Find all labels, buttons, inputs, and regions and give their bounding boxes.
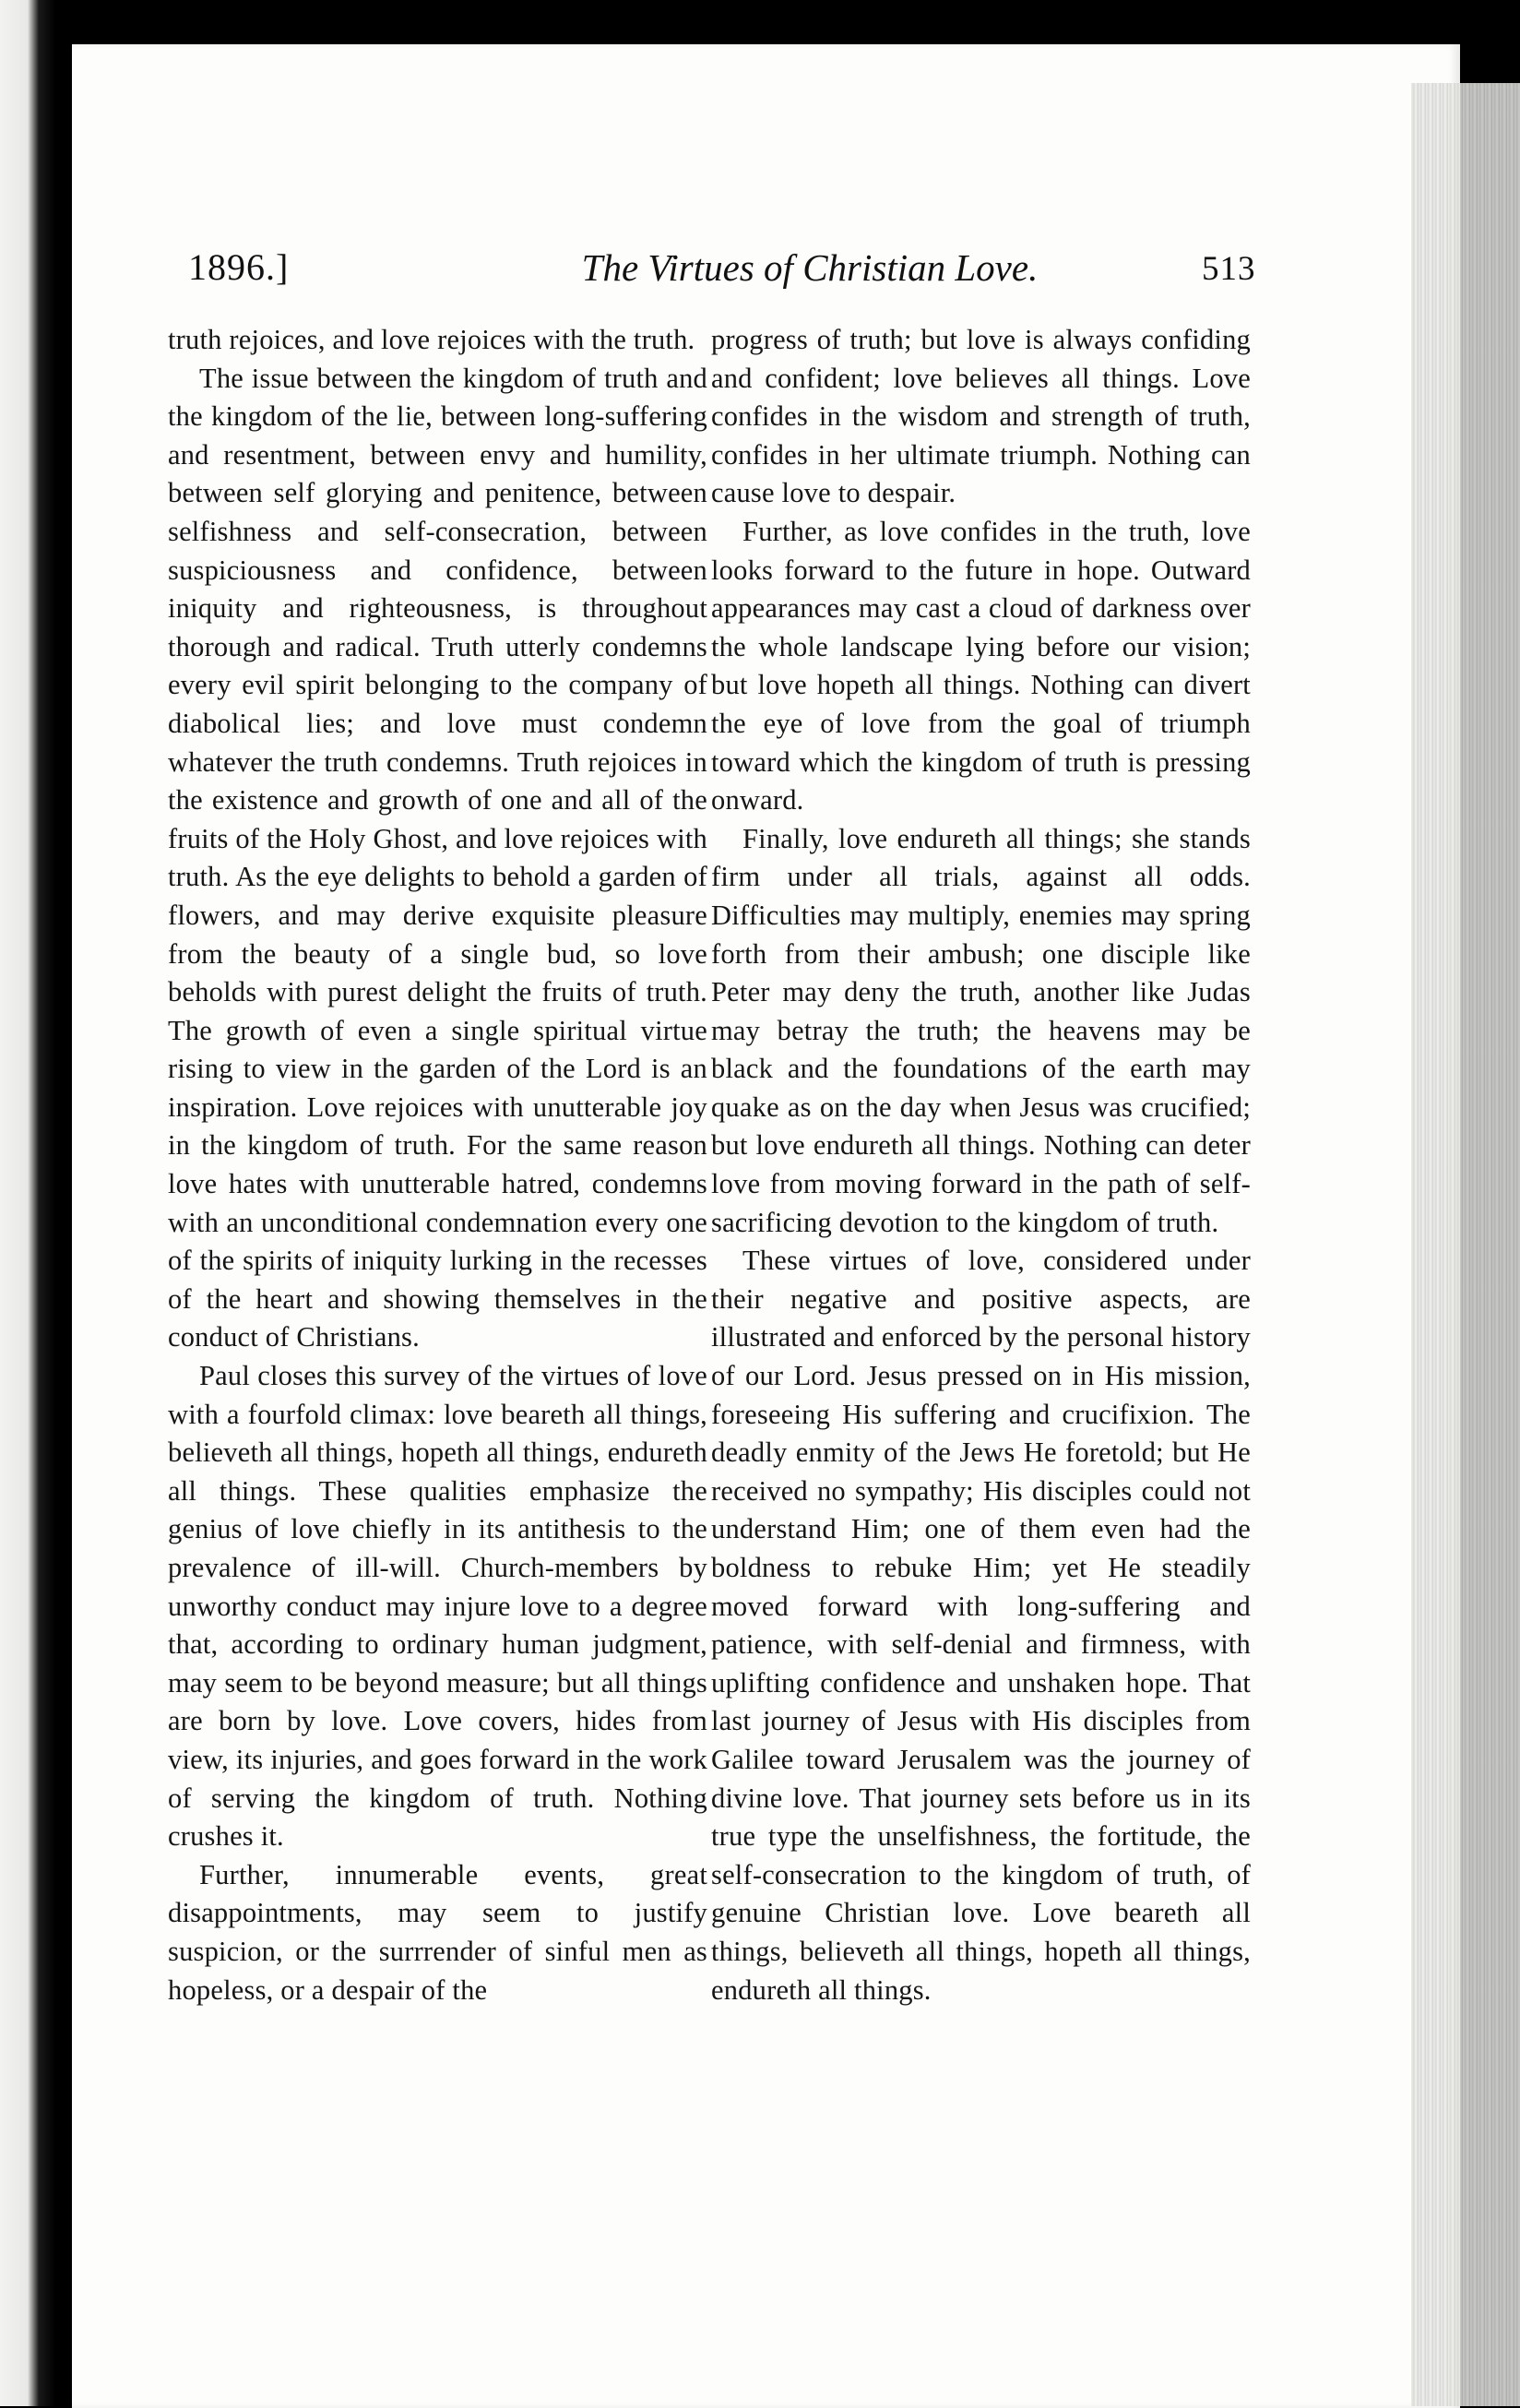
left-paragraph-2: The issue between the kingdom of truth and the kingdom of the lie, between long-suffering and resentment, between envy and humility, between self glorying and penitence, between selfishness and self-consecration, between suspiciousness and confidence, between iniquity and righteousness, is throughout thorough and radical. Truth utterly condemns every evil spirit belonging to the company of diabolical lies; and love must condemn whatever the truth condemns. Truth rejoices in the existence and growth of one and all of the fruits of the Holy Ghost, and love rejoices with truth. As the eye delights to behold a garden of flowers, and may derive exquisite pleasure from the beauty of a single bud, so love beholds with purest delight the fruits of truth. The growth of even a single spiritual virtue rising to view in the garden of the Lord is an inspiration. Love rejoices with unutterable joy in the kingdom of truth. For the same reason love hates with unutterable hatred, condemns with an unconditional condemnation every one of the spirits of iniquity lurking in the recesses of the heart and showing themselves in the conduct of Christians. xyxy=(168,362,707,1353)
left-paragraph-3: Paul closes this survey of the virtues of love with a fourfold climax: love beareth all things, believeth all things, hopeth all things, endureth all things. These qualities emphasize the genius of love chiefly in its antithesis to the prevalence of ill-will. Church-members by unworthy conduct may injure love to a degree that, according to ordinary human judgment, may seem to be beyond measure; but all things are born by love. Love covers, hides from view, its injuries, and goes forward in the work of serving the kingdom of truth. Nothing crushes it. xyxy=(168,1360,707,1853)
header-title: The Virtues of Christian Love. xyxy=(581,246,1039,289)
left-column xyxy=(168,321,707,2009)
right-paragraph-2: Further, as love confides in the truth, love looks forward to the future in hope. Outward appearances may cast a cloud of darkness over the whole landscape lying before our vision; but love hopeth all things. Nothing can divert the eye of love from the goal of triumph toward which the kingdom of truth is pressing onward. xyxy=(711,515,1251,817)
page-edge-strip xyxy=(1411,83,1520,2406)
page-number: 513 xyxy=(1202,250,1256,288)
book-binding-left xyxy=(0,0,55,2406)
running-header xyxy=(72,218,1460,292)
header-year: 1896.] xyxy=(188,246,290,288)
book-page xyxy=(72,44,1460,2408)
left-paragraph-4: Further, innumerable events, great disappointments, may seem to justify suspicion, or the surrrender of sinful men as hopeless, or a despair of the xyxy=(168,1858,707,2006)
right-paragraph-4: These virtues of love, considered under their negative and positive aspects, are illustrated and enforced by the personal history of our Lord. Jesus pressed on in His mission, foreseeing His suffering and crucifixion. The deadly enmity of the Jews He foretold; but He received no sympathy; His disciples could not understand Him; one of them even had the boldness to rebuke Him; yet He steadily moved forward with long-suffering and patience, with self-denial and firmness, with uplifting confidence and unshaken hope. That last journey of Jesus with His disciples from Galilee toward Jerusalem was the journey of divine love. That journey sets before us in its true type the unselfishness, the fortitude, the self-consecration to the kingdom of truth, of genuine Christian love. Love beareth all things, believeth all things, hopeth all things, endureth all things. xyxy=(711,1245,1251,2006)
left-paragraph-1: truth rejoices, and love rejoices with the truth. xyxy=(168,324,695,355)
right-paragraph-1: progress of truth; but love is always confiding and confident; love believes all things. Love confides in the wisdom and strength of truth, confides in her ultimate triumph. Nothing can cause love to despair. xyxy=(711,324,1251,509)
right-paragraph-3: Finally, love endureth all things; she stands firm under all trials, against all odds. Difficulties may multiply, enemies may spring forth from their ambush; one disciple like Peter may deny the truth, another like Judas may betray the truth; the heavens may be black and the foundations of the earth may quake as on the day when Jesus was crucified; but love endureth all things. Nothing can deter love from moving forward in the path of self-sacrificing devotion to the kingdom of truth. xyxy=(711,822,1251,1238)
right-column xyxy=(711,321,1251,2009)
